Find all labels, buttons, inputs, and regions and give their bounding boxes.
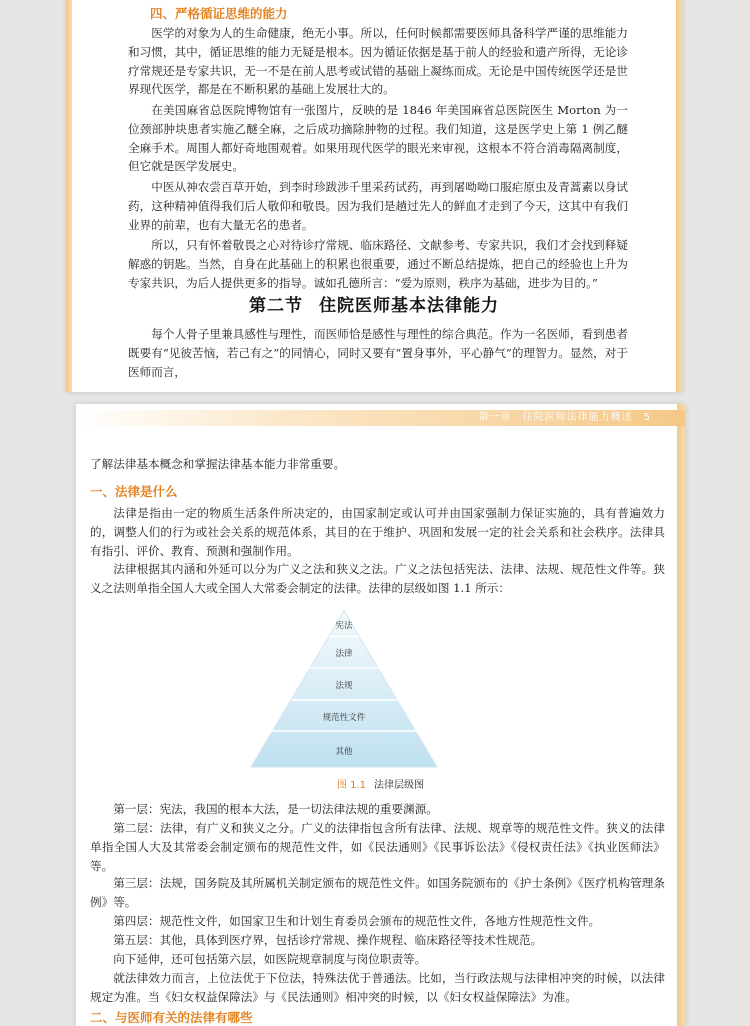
heading-strict-evidence: 四、严格循证思维的能力 [150, 6, 288, 21]
paragraph: 第一层：宪法，我国的根本大法，是一切法律法规的重要渊源。 [113, 802, 438, 816]
page-bottom [76, 404, 685, 1026]
paragraph: 在美国麻省总医院博物馆有一张图片，反映的是 1846 年美国麻省总医院医生 Morton 为一位颈部肿块患者实施乙醚全麻，之后成功摘除肿物的过程。我们知道，这是医学史上第 1 例乙醚全麻手术。周围人都好奇地围观着。如果用现代医学的眼光来审视，这根本不符合消毒隔离制度，但它就是医学发展史。 [128, 103, 628, 174]
paragraph: 就法律效力而言，上位法优于下位法，特殊法优于普通法。比如，当行政法规与法律相冲突的时候，以法律规定为准。当《妇女权益保障法》与《民法通则》相冲突的时候，以《妇女权益保障法》为准。 [90, 971, 665, 1004]
page-top [66, 0, 682, 392]
paragraph: 法律根据其内涵和外延可以分为广义之法和狭义之法。广义之法包括宪法、法律、法规、规范性文件等。狭义之法则单指全国人大或全国人大常委会制定的法律。法律的层级如图 1.1 所示： [90, 562, 665, 595]
paragraph: 所以，只有怀着敬畏之心对待诊疗常规、临床路径、文献参考、专家共识，我们才会找到释疑解惑的钥匙。当然，自身在此基础上的积累也很重要，通过不断总结提炼，把自己的经验也上升为专家共识，为后人提供更多的指导。诚如孔德所言：“爱为原则，秩序为基础，进步为目的。” [128, 238, 628, 290]
pyramid-level-constitution: 宪法 [335, 621, 353, 631]
paragraph: 法律是指由一定的物质生活条件所决定的，由国家制定或认可并由国家强制力保证实施的，具有普遍效力的，调整人们的行为或社会关系的规范体系，其目的在于维护、巩固和发展一定的社会关系和社会秩序。法律具有指引、评价、教育、预测和强制作用。 [90, 506, 665, 558]
pyramid-level-normative-doc: 规范性文件 [322, 713, 366, 723]
section-title [66, 291, 682, 316]
pyramid-level-law: 法律 [335, 649, 353, 659]
figure-caption [76, 776, 685, 791]
pyramid-level-regulation: 法规 [335, 681, 353, 691]
paragraph: 医学的对象为人的生命健康，绝无小事。所以，任何时候都需要医师具备科学严谨的思维能力和习惯，其中，循证思维的能力无疑是根本。因为循证依据是基于前人的经验和遗产所得，无论诊疗常规还是专家共识，无一不是在前人思考或试错的基础上凝练而成。无论是中国传统医学还是世界现代医学，都是在不断积累的基础上发展壮大的。 [128, 26, 628, 97]
page-edge-strip [677, 404, 685, 1026]
paragraph: 每个人骨子里兼具感性与理性，而医师恰是感性与理性的综合典范。作为一名医师，看到患者既要有“见彼苦恼，若己有之”的同情心，同时又要有“置身事外，平心静气”的理智力。显然，对于医师而言， [128, 327, 628, 379]
heading-physician-laws: 二、与医师有关的法律有哪些 [90, 1010, 253, 1025]
pyramid-level-other: 其他 [335, 747, 353, 757]
figure-caption-text: 法律层级图 [374, 780, 425, 791]
paragraph: 了解法律基本概念和掌握法律基本能力非常重要。 [90, 457, 346, 471]
paragraph: 第三层：法规，国务院及其所属机关制定颁布的规范性文件。如国务院颁布的《护士条例》《医疗机构管理条例》等。 [90, 876, 665, 909]
running-header: 第一章 住院医师法律能力概述 5 [478, 412, 651, 423]
page-edge-strip [676, 0, 682, 392]
page-edge-strip [66, 0, 72, 392]
paragraph: 第二层：法律，有广义和狭义之分。广义的法律指包含所有法律、法规、规章等的规范性文件。狭义的法律单指全国人大及其常委会制定颁布的规范性文件，如《民法通则》《民事诉讼法》《侵权责任法》《执业医师法》等。 [90, 821, 665, 873]
paragraph: 第五层：其他，具体到医疗界，包括诊疗常规、操作规程、临床路径等技术性规范。 [113, 933, 543, 947]
heading-what-is-law: 一、法律是什么 [90, 484, 178, 499]
paragraph: 第四层：规范性文件，如国家卫生和计划生育委员会颁布的规范性文件，各地方性规范性文件。 [113, 914, 601, 928]
section-name: 住院医师基本法律能力 [319, 296, 499, 316]
section-number: 第二节 [249, 296, 303, 316]
law-hierarchy-pyramid [249, 609, 439, 769]
paragraph: 中医从神农尝百草开始，到李时珍跋涉千里采药试药，再到屠呦呦口服疟原虫及青蒿素以身试药，这种精神值得我们后人敬仰和敬畏。因为我们是趟过先人的鲜血才走到了今天，这其中有我们业界的前辈，也有大量无名的患者。 [128, 180, 628, 232]
figure-number: 图 1.1 [336, 780, 367, 791]
paragraph: 向下延伸，还可包括第六层，如医院规章制度与岗位职责等。 [113, 952, 427, 966]
